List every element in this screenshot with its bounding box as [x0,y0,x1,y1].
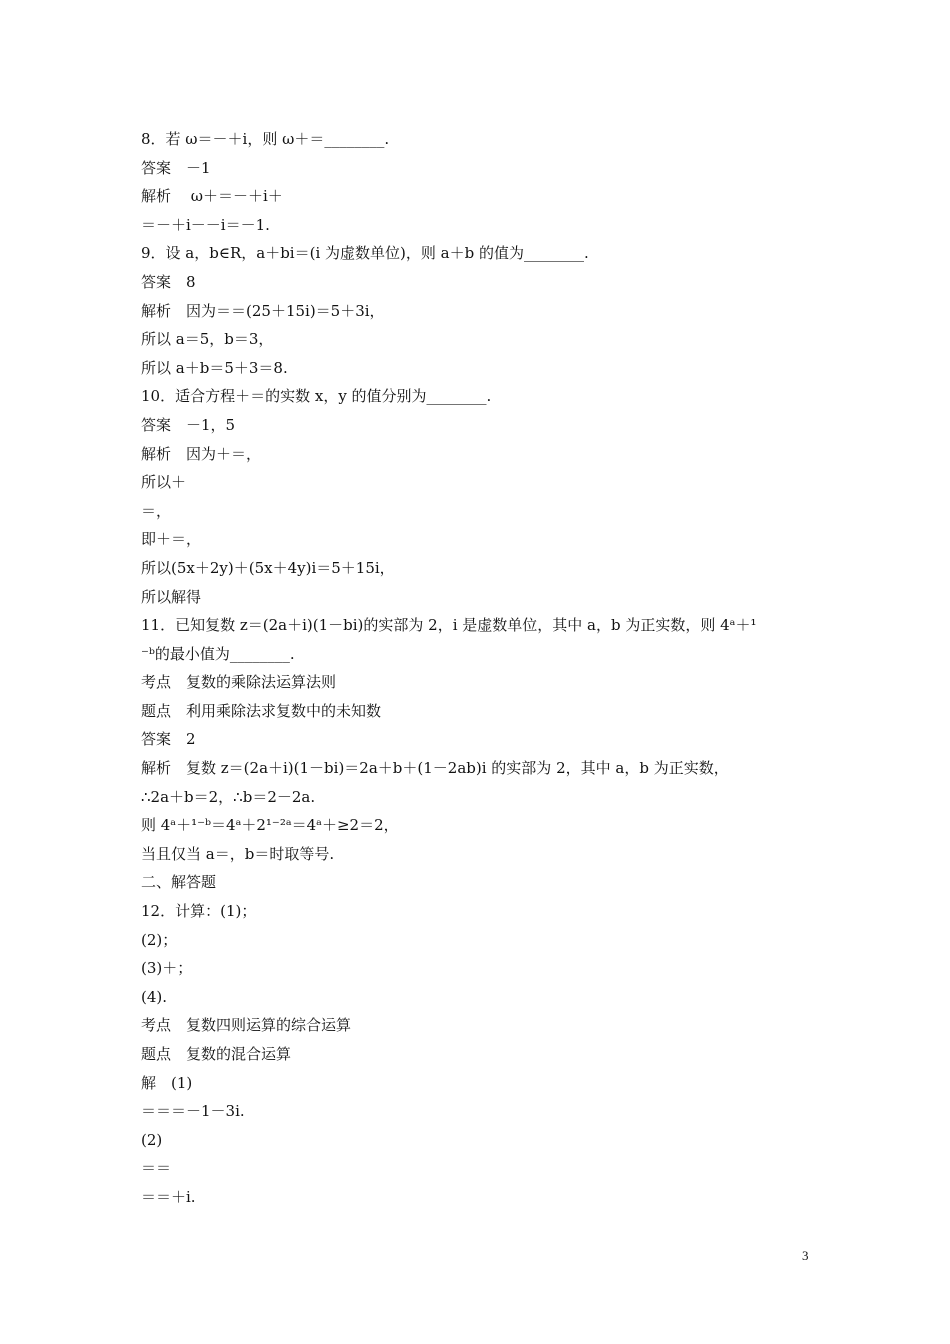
section-heading: 二、解答题 [141,873,217,892]
text-line: 解 (1) [141,1073,193,1092]
text-line: 10．适合方程＋＝的实数 x，y 的值分别为________. [141,387,492,406]
text-line: ＝－＋i－－i＝－1. [141,215,270,234]
text-line: ＝， [141,501,172,520]
text-line: ＝＝＋i. [141,1187,196,1206]
text-line: 解析 ω＋＝－＋i＋ [141,187,283,206]
text-line: (2)； [141,930,178,949]
text-line: 答案 2 [141,730,196,749]
text-line: 当且仅当 a＝，b＝时取等号. [141,844,335,863]
text-line: 则 4ᵃ＋¹⁻ᵇ＝4ᵃ＋2¹⁻²ᵃ＝4ᵃ＋≥2＝2， [141,816,399,835]
text-line: 答案 8 [141,272,196,291]
text-line: 9．设 a，b∈R，a＋bi＝(i 为虚数单位)，则 a＋b 的值为________. [141,244,589,263]
text-line: 解析 因为＋＝， [141,444,262,463]
text-line: 答案 －1 [141,158,211,177]
text-line: 所以 a＝5，b＝3， [141,330,274,349]
text-line: (2) [141,1130,163,1149]
text-line: 解析 因为＝＝(25＋15i)＝5＋3i， [141,301,385,320]
document-body [141,125,821,1212]
text-line: 题点 复数的混合运算 [141,1045,292,1063]
text-line: ⁻ᵇ的最小值为________. [141,644,295,663]
text-line: ＝＝＝－1－3i. [141,1102,245,1121]
text-line: 所以解得 [141,587,202,606]
text-line: (3)＋； [141,959,193,978]
text-line: 所以(5x＋2y)＋(5x＋4y)i＝5＋15i， [141,558,395,577]
text-line: 即＋＝， [141,530,202,549]
text-line: 答案 －1，5 [141,415,236,434]
text-line: 题点 利用乘除法求复数中的未知数 [141,701,382,720]
text-line: 考点 复数的乘除法运算法则 [141,673,337,692]
text-line: 考点 复数四则运算的综合运算 [141,1016,352,1035]
page-number: 3 [802,1248,809,1263]
text-line: ∴2a＋b＝2，∴b＝2－2a. [141,787,316,806]
text-line: (4). [141,987,168,1006]
text-line: 所以 a＋b＝5＋3＝8. [141,358,288,377]
text-line: 所以＋ [141,473,187,492]
text-line: 11．已知复数 z＝(2a＋i)(1－bi)的实部为 2，i 是虚数单位，其中 a，b 为正实数，则 4ᵃ＋¹ [141,616,757,635]
text-line: ＝＝ [141,1159,172,1178]
text-line: 解析 复数 z＝(2a＋i)(1－bi)＝2a＋b＋(1－2ab)i 的实部为 2，其中 a，b 为正实数， [141,759,729,778]
text-line: 12．计算：(1)； [141,902,257,921]
text-line: 8．若 ω＝－＋i，则 ω＋＝________. [141,130,390,148]
